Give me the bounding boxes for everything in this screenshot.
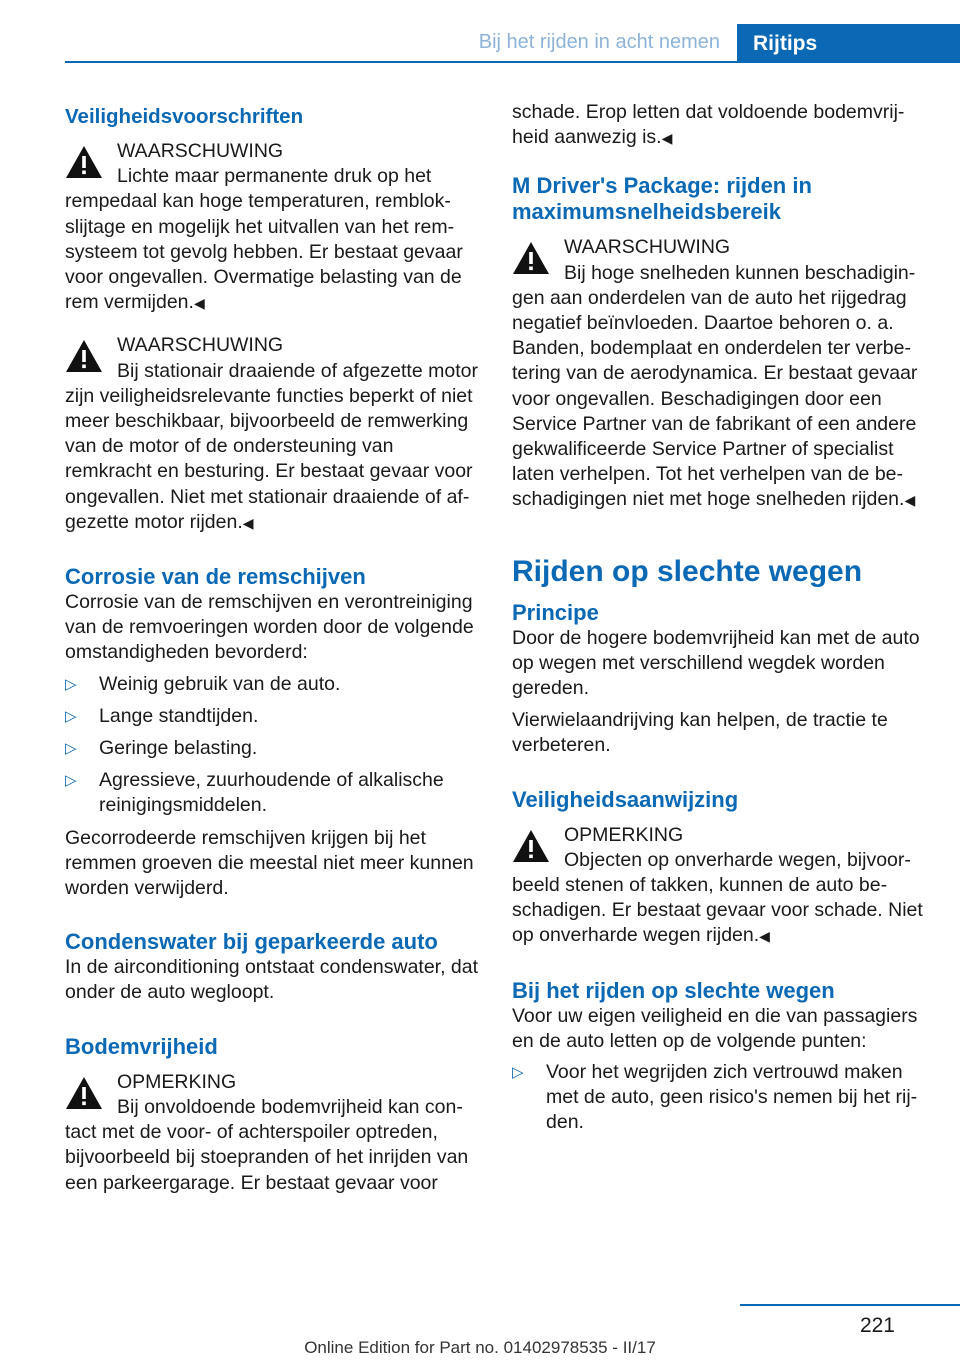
list-item-text: Weinig gebruik van de auto. — [99, 672, 341, 695]
warning-text: Lichte maar permanente druk op het rempedaal kan hoge temperaturen, remblokslijtage en mogelijk het uitvallen van het remsysteem tot gevolg hebben. Er bestaat gevaar voor ongevallen. Overmatige belasting van de rem vermijden. — [65, 165, 463, 314]
bijrijden-text: Voor uw eigen veiligheid en die van passagiers en de auto letten op de volgende punten: — [512, 1004, 918, 1052]
end-mark: ◀ — [242, 514, 254, 531]
bijrijden-list — [512, 1060, 930, 1136]
end-mark: ◀ — [759, 928, 770, 945]
warning-keyword: WAARSCHUWING — [564, 236, 731, 259]
heading-bij-het-rijden: Bij het rijden op slechte wegen — [512, 977, 835, 1003]
warning-keyword: WAARSCHUWING — [117, 334, 284, 357]
list-item-text: Geringe belasting. — [99, 737, 258, 760]
principe-paragraph-2: Vierwielaandrijving kan helpen, de tractie te verbeteren. — [512, 709, 888, 757]
page-number: 221 — [859, 1314, 895, 1337]
end-mark: ◀ — [661, 130, 673, 147]
heading-rijden-op-slechte-wegen: Rijden op slechte wegen — [512, 554, 863, 588]
left-column — [65, 100, 481, 1196]
header-rule — [65, 61, 960, 63]
heading-bodemvrijheid: Bodemvrijheid — [65, 1033, 218, 1059]
list-item — [65, 704, 481, 729]
warning-triangle-icon — [65, 1076, 103, 1110]
bullet-triangle-icon: ▷ — [65, 772, 77, 790]
principe-paragraph-1: Door de hogere bodemvrijheid kan met de auto op wegen met verschillend wegdek worden gereden. — [512, 626, 920, 700]
warning-triangle-icon — [512, 241, 550, 275]
heading-veiligheidsaanwijzing: Veiligheidsaanwijzing — [512, 786, 739, 812]
bullet-triangle-icon: ▷ — [65, 740, 77, 758]
heading-condenswater: Condenswater bij geparkeerde auto — [65, 929, 438, 955]
edition-note: Online Edition for Part no. 01402978535 - II/17 — [304, 1338, 656, 1357]
note-keyword: OPMERKING — [564, 823, 684, 846]
heading-corrosie: Corrosie van de remschijven — [65, 564, 366, 590]
warning-triangle-icon — [65, 339, 103, 373]
corrosie-list — [65, 672, 481, 819]
bullet-triangle-icon: ▷ — [65, 675, 77, 693]
warning-text: Bij hoge snelheden kunnen beschadigingen aan onderdelen van de auto het rijgedrag negatief beïnvloeden. Daartoe behoren o. a. Banden, bodemplaat en onderdelen ter verbetering van de aerodynamica. Er bestaat gevaar voor ongevallen. Beschadigingen door een Service Partner van de fabrikant of een andere gekwalificeerde Service Partner of specialist laten verhelpen. Tot het verhelpen van de beschadigingen niet met hoge snelheden rijden. — [512, 261, 918, 511]
list-item-text: Lange standtijden. — [99, 704, 259, 727]
end-mark: ◀ — [193, 295, 205, 312]
warning-keyword: WAARSCHUWING — [117, 140, 284, 162]
list-item — [65, 672, 481, 697]
corrosie-outro: Gecorrodeerde remschijven krijgen bij het remmen groeven die meestal niet meer kunnen worden verwijderd. — [65, 826, 474, 900]
right-column — [512, 100, 930, 1143]
footer-rule — [740, 1304, 960, 1306]
list-item-text: Voor het wegrijden zich vertrouwd maken met de auto, geen risico's nemen bij het rijden. — [546, 1061, 918, 1134]
warning-triangle-icon — [512, 829, 550, 863]
warning-block-rem — [65, 139, 481, 316]
bodem-continued-text: schade. Erop letten dat voldoende bodemvrijheid aanwezig is. — [512, 101, 905, 149]
list-item — [65, 736, 481, 761]
warning-block-snelheid — [512, 235, 930, 513]
list-item-text: Agressieve, zuurhoudende of alkalische reinigingsmiddelen. — [99, 769, 444, 817]
bullet-triangle-icon: ▷ — [65, 707, 77, 725]
note-block-bodem — [65, 1070, 481, 1196]
header-chapter-tab: Rijtips — [737, 24, 960, 63]
warning-text: Bij stationair draaiende of afgezette motor zijn veiligheidsrelevante functies beperkt of niet meer beschikbaar, bijvoorbeeld de remwerking van de motor of de ondersteuning van remkracht en besturing. Er bestaat gevaar voor ongevallen. Niet met stationair draaiende of afgezette motor rijden. — [65, 359, 478, 533]
corrosie-intro: Corrosie van de remschijven en verontreiniging van de remvoeringen worden door de volgende omstandigheden bevorderd: — [65, 591, 474, 664]
heading-m-drivers-package: M Driver's Package: rijden in maximumsnelheidsbereik — [512, 173, 812, 225]
bodem-continued — [512, 100, 930, 151]
bullet-triangle-icon: ▷ — [512, 1064, 524, 1082]
note-text: Objecten op onverharde wegen, bijvoorbeeld stenen of takken, kunnen de auto beschadigen. Er bestaat gevaar voor schade. Niet op onverharde wegen rijden. — [512, 848, 923, 947]
note-text: Bij onvoldoende bodemvrijheid kan contact met de voor- of achterspoiler optreden, bijvoorbeeld bij stoepranden of het inrijden van een parkeergarage. Er bestaat gevaar voor — [65, 1095, 469, 1194]
list-item — [512, 1060, 930, 1136]
header-section-title: Bij het rijden in acht nemen — [478, 31, 720, 53]
end-mark: ◀ — [904, 492, 916, 509]
warning-triangle-icon — [65, 145, 103, 179]
note-block-onverhard — [512, 823, 930, 950]
heading-principe: Principe — [512, 599, 599, 625]
condens-text: In de airconditioning ontstaat condenswater, dat onder de auto wegloopt. — [65, 956, 479, 1004]
heading-veiligheidsvoorschriften: Veiligheidsvoorschriften — [65, 105, 304, 128]
list-item — [65, 768, 481, 818]
note-keyword: OPMERKING — [117, 1070, 237, 1093]
warning-block-motor — [65, 333, 481, 536]
